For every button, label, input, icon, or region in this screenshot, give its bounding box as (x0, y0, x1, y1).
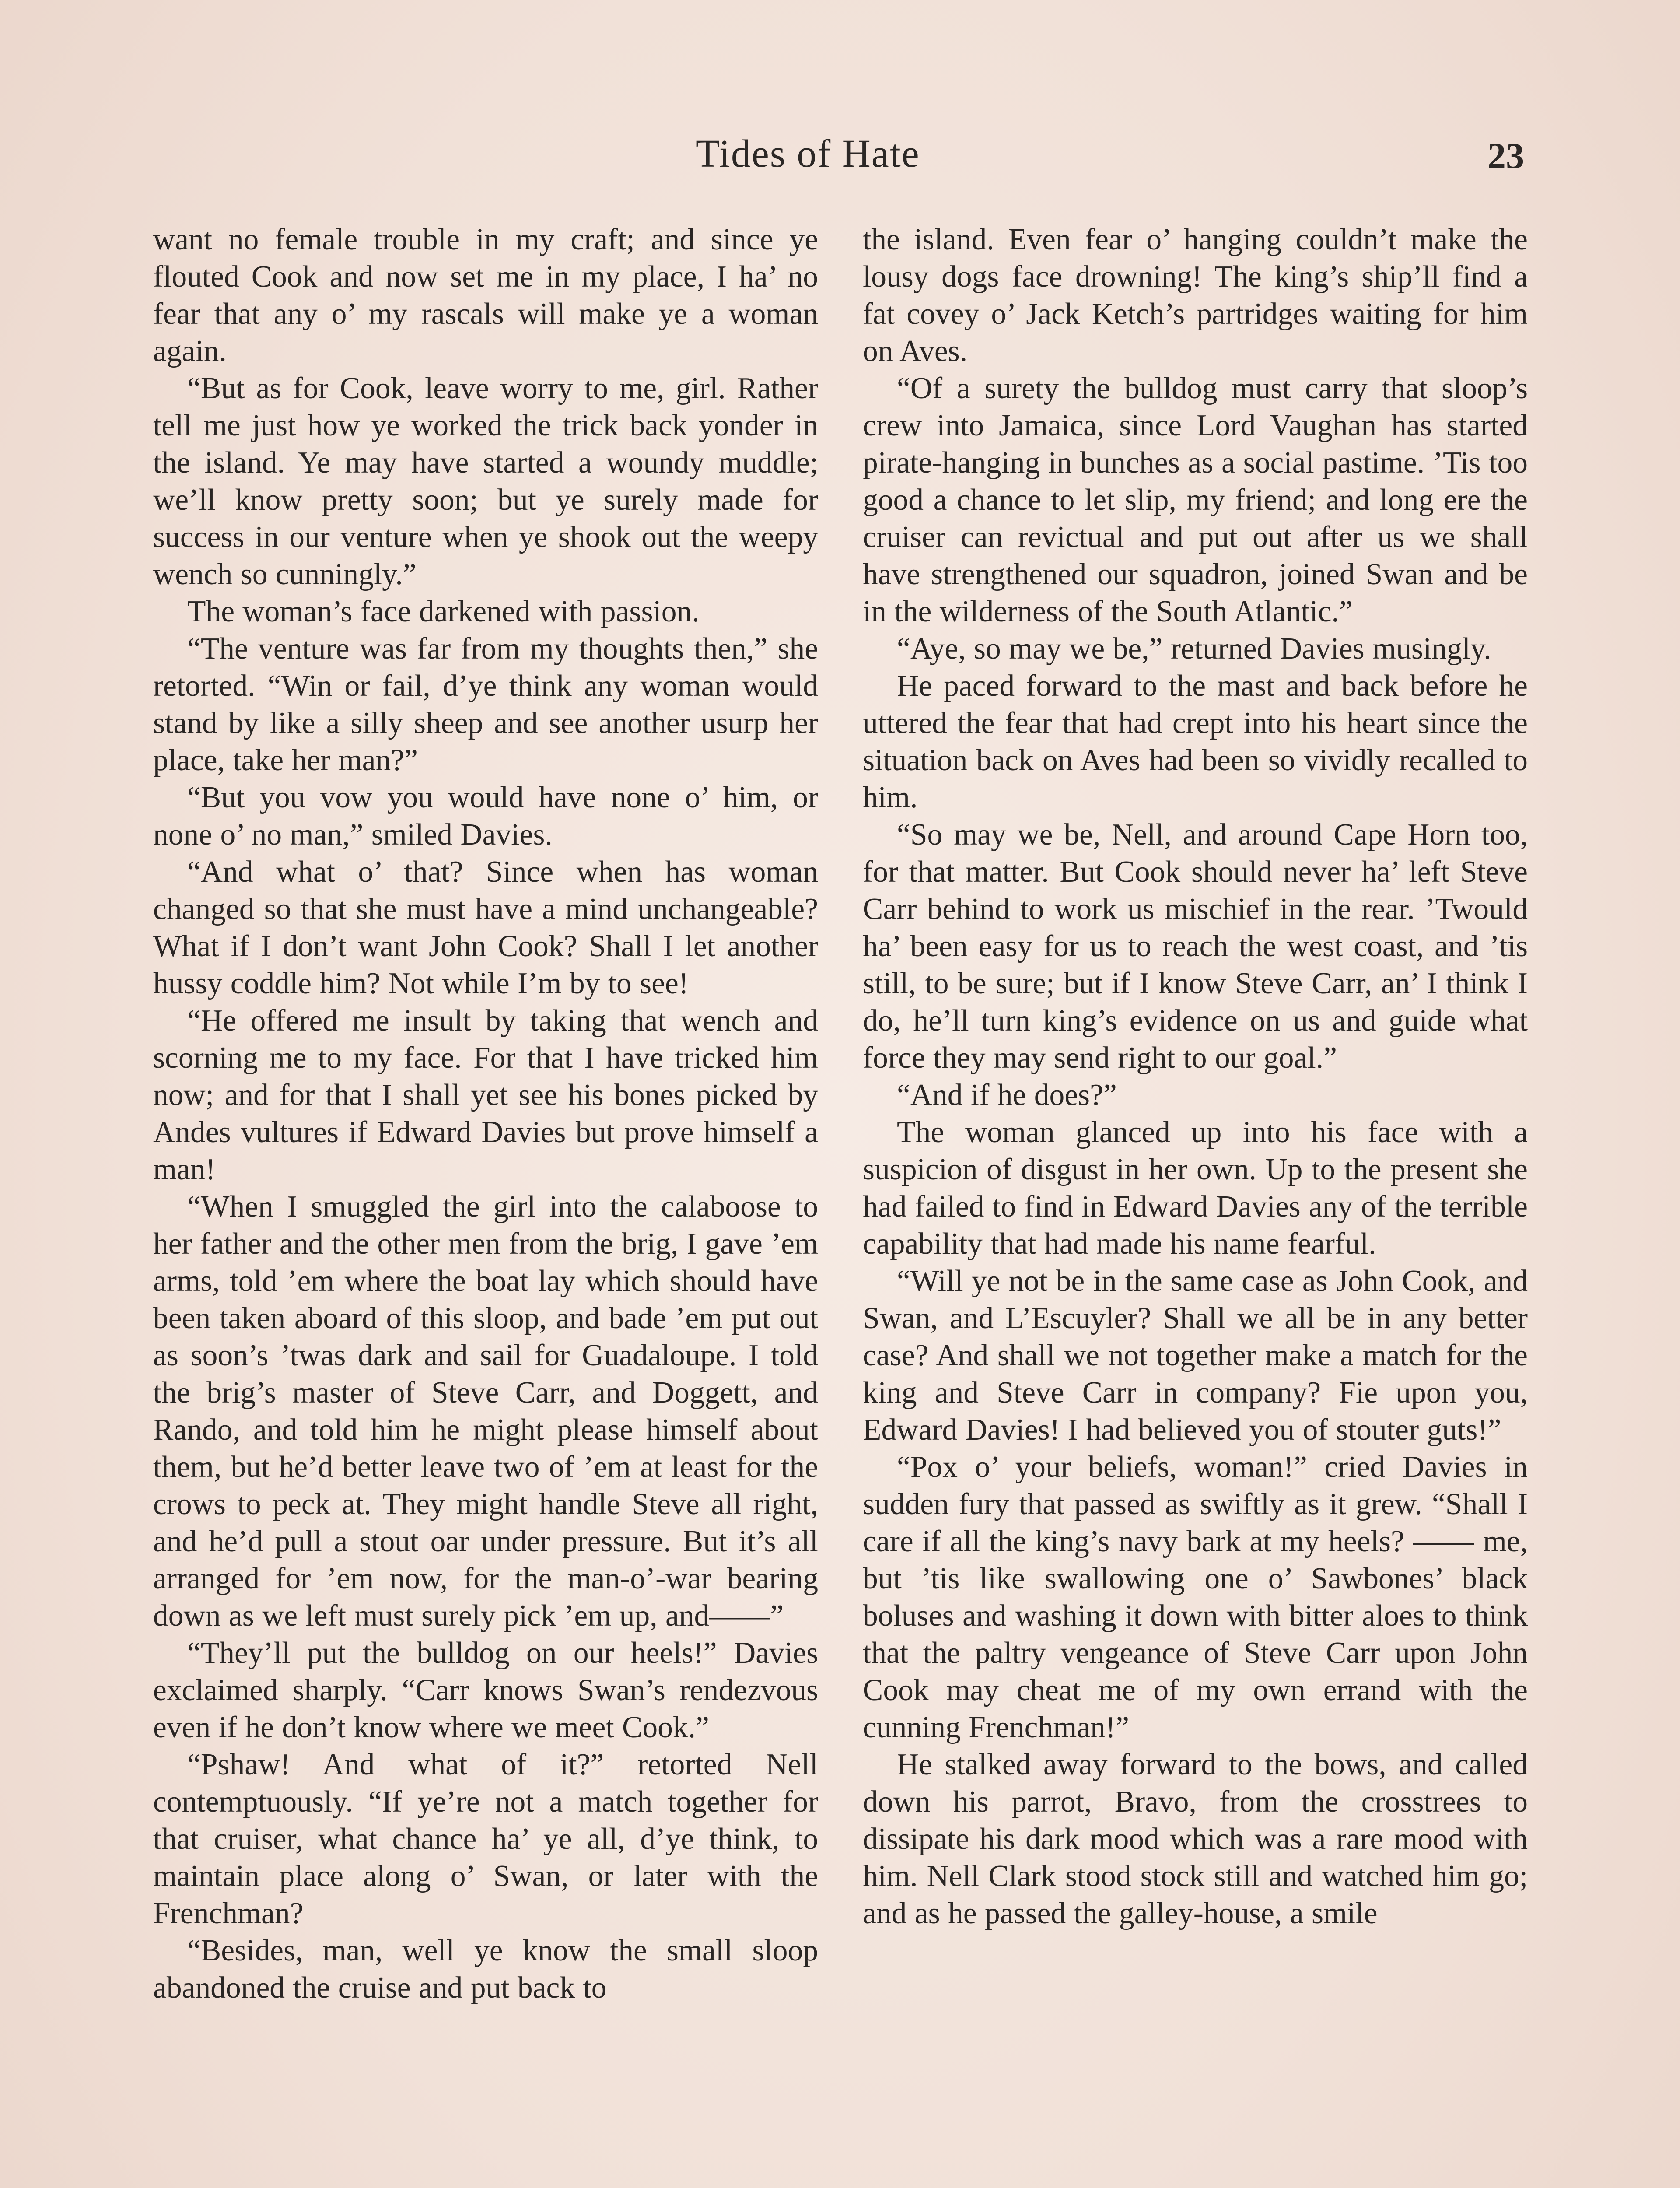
paragraph: “Besides, man, well ye know the small sloop abandoned the cruise and put back to (153, 1934, 818, 2005)
paragraph: “Aye, so may we be,” returned Davies musingly. (897, 632, 1491, 666)
right-column (863, 221, 1528, 1932)
paragraph: “When I smuggled the girl into the calaboose to her father and the other men from the brig, I gave ’em arms, told ’em where the boat lay which should have been taken aboard of this sloop, and bade ’em put out as soon’s ’twas dark and sail for Guadaloupe. I told the brig’s master of Steve Carr, and Doggett, and Rando, and told him he might please himself about them, but he’d better leave two of ’em at least for the crows to peck at. They might handle Steve all right, and he’d pull a stout oar under pressure. But it’s all arranged for ’em now, for the man-o’-war bearing down as we left must surely pick ’em up, and——” (153, 1190, 818, 1633)
paragraph: “Pshaw! And what of it?” retorted Nell contemptuously. “If ye’re not a match together for that cruiser, what chance ha’ ye all, d’ye think, to maintain place along o’ Swan, or later with the Frenchman? (153, 1748, 818, 1930)
paragraph: “Will ye not be in the same case as John Cook, and Swan, and L’Escuyler? Shall we all be in any better case? And shall we not together make a match for the king and Steve Carr in company? Fie upon you, Edward Davies! I had believed you of stouter guts!” (863, 1264, 1528, 1447)
paragraph: The woman glanced up into his face with a suspicion of disgust in her own. Up to the present she had failed to find in Edward Davies any of the terrible capability that had made his name fearful. (863, 1115, 1528, 1261)
paragraph: “The venture was far from my thoughts then,” she retorted. “Win or fail, d’ye think any woman would stand by like a silly sheep and see another usurp her place, take her man?” (153, 632, 818, 777)
paragraph: The woman’s face darkened with passion. (187, 595, 700, 628)
left-column (153, 221, 818, 2006)
paragraph: He paced forward to the mast and back before he uttered the fear that had crept into his heart since the situation back on Aves had been so vividly recalled to him. (863, 669, 1528, 814)
paragraph: “So may we be, Nell, and around Cape Horn too, for that matter. But Cook should never ha’ left Steve Carr behind to work us mischief in the rear. ’Twould ha’ been easy for us to reach the west coast, and ’tis still, to be sure; but if I know Steve Carr, an’ I think I do, he’ll turn king’s evidence on us and guide what force they may send right to our goal.” (863, 818, 1528, 1075)
paragraph: “And if he does?” (897, 1078, 1117, 1112)
paragraph: “But you vow you would have none o’ him, or none o’ no man,” smiled Davies. (153, 781, 818, 852)
paragraph: the island. Even fear o’ hanging couldn’t make the lousy dogs face drowning! The king’s ship’ll find a fat covey o’ Jack Ketch’s partridges waiting for him on Aves. (863, 223, 1528, 368)
paragraph: want no female trouble in my craft; and since ye flouted Cook and now set me in my place, I ha’ no fear that any o’ my rascals will make ye a woman again. (153, 223, 818, 368)
paragraph: “But as for Cook, leave worry to me, girl. Rather tell me just how ye worked the trick back yonder in the island. Ye may have started a woundy muddle; we’ll know pretty soon; but ye surely made for success in our venture when ye shook out the weepy wench so cunningly.” (153, 372, 818, 591)
paragraph: “They’ll put the bulldog on our heels!” Davies exclaimed sharply. “Carr knows Swan’s rendezvous even if he don’t know where we meet Cook.” (153, 1636, 818, 1744)
paragraph: “Pox o’ your beliefs, woman!” cried Davies in sudden fury that passed as swiftly as it grew. “Shall I care if all the king’s navy bark at my heels? —— me, but ’tis like swallowing one o’ Sawbones’ black boluses and washing it down with bitter aloes to think that the paltry vengeance of Steve Carr upon John Cook may cheat me of my own errand with the cunning Frenchman!” (863, 1450, 1528, 1744)
paragraph: “He offered me insult by taking that wench and scorning me to my face. For that I have tricked him now; and for that I shall yet see his bones picked by Andes vultures if Edward Davies but prove himself a man! (153, 1004, 818, 1186)
paragraph: “And what o’ that? Since when has woman changed so that she must have a mind unchangeable? What if I don’t want John Cook? Shall I let another hussy coddle him? Not while I’m by to see! (153, 855, 818, 1000)
paragraph: He stalked away forward to the bows, and called down his parrot, Bravo, from the crosstrees to dissipate his dark mood which was a rare mood with him. Nell Clark stood stock still and watched him go; and as he passed the galley-house, a smile (863, 1748, 1528, 1930)
page-number: 23 (1488, 136, 1524, 176)
paragraph: “Of a surety the bulldog must carry that sloop’s crew into Jamaica, since Lord Vaughan has started pirate-hanging in bunches as a social pastime. ’Tis too good a chance to let slip, my friend; and long ere the cruiser can revictual and put out after us we shall have strengthened our squadron, joined Swan and be in the wilderness of the South Atlantic.” (863, 372, 1528, 628)
running-head (0, 127, 1680, 188)
running-title: Tides of Hate (696, 132, 920, 175)
